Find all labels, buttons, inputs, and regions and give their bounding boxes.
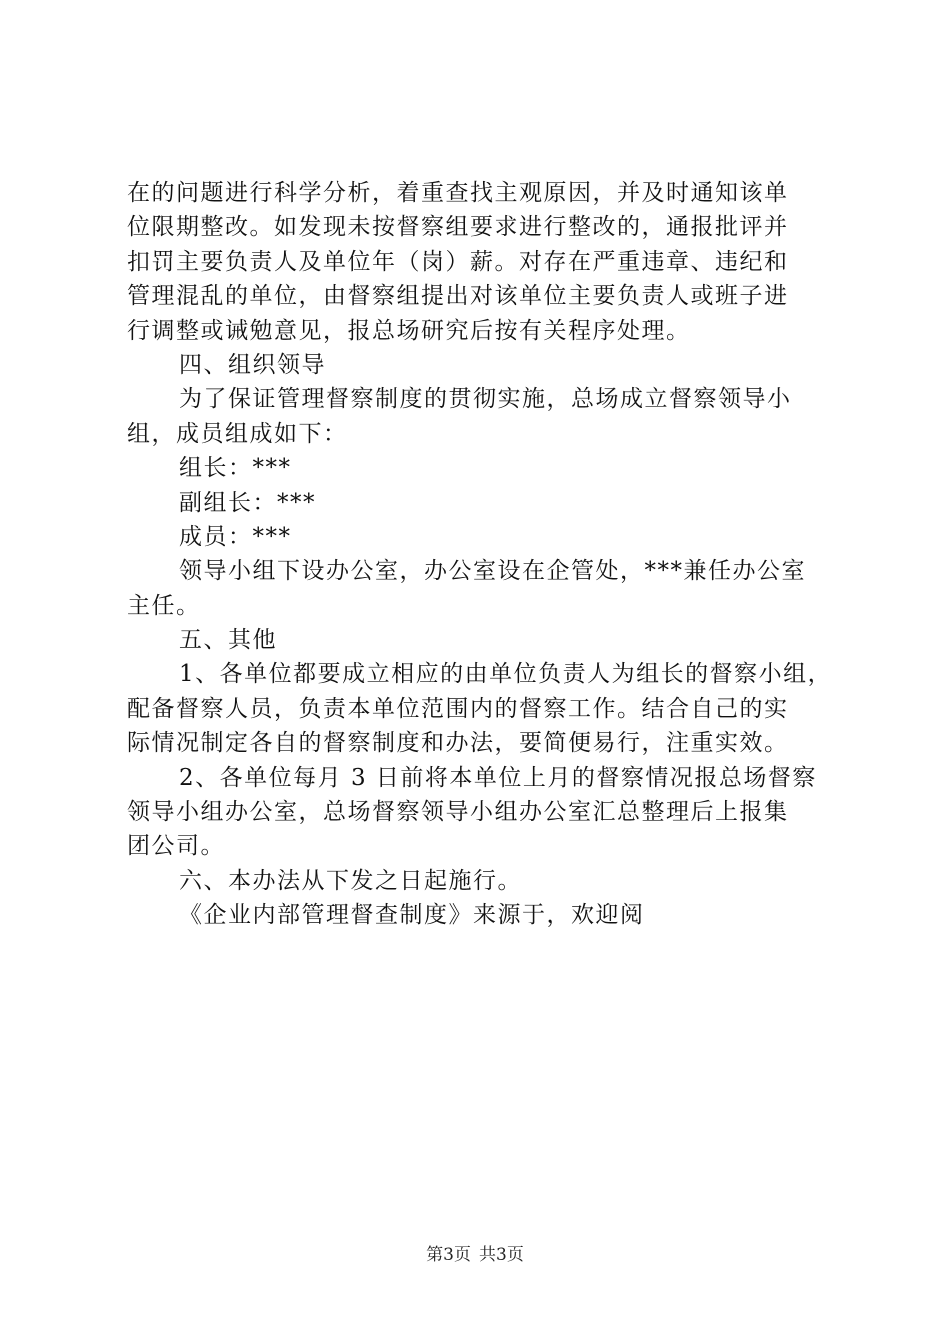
member-line: 副组长：*** xyxy=(179,489,316,516)
page-number: 第3页 xyxy=(426,1245,471,1265)
text-line: 2、各单位每月 3 日前将本单位上月的督察情况报总场督察 xyxy=(179,764,817,791)
document-body xyxy=(127,176,837,933)
member-line: 组长：*** xyxy=(179,455,292,482)
text-line: 领导小组下设办公室，办公室设在企管处，***兼任办公室 xyxy=(179,558,806,585)
text-line: 行调整或诫勉意见，报总场研究后按有关程序处理。 xyxy=(127,317,691,344)
text-line: 在的问题进行科学分析，着重查找主观原因，并及时通知该单 xyxy=(127,180,789,206)
page-total: 共3页 xyxy=(479,1245,524,1265)
member-line: 成员：*** xyxy=(179,523,292,550)
section-heading: 四、组织领导 xyxy=(179,351,326,378)
text-line: 主任。 xyxy=(127,592,201,619)
section-heading: 六、本办法从下发之日起施行。 xyxy=(179,867,522,894)
text-line: 《企业内部管理督查制度》来源于，欢迎阅 xyxy=(179,902,645,929)
page-footer xyxy=(0,1243,950,1267)
text-line: 1、各单位都要成立相应的由单位负责人为组长的督察小组， xyxy=(179,661,833,688)
text-line: 配备督察人员，负责本单位范围内的督察工作。结合自己的实 xyxy=(127,695,789,722)
text-line: 为了保证管理督察制度的贯彻实施，总场成立督察领导小 xyxy=(179,386,792,413)
text-line: 领导小组办公室，总场督察领导小组办公室汇总整理后上报集 xyxy=(127,799,789,826)
text-line: 团公司。 xyxy=(127,833,225,860)
text-line: 扣罚主要负责人及单位年（岗）薪。对存在严重违章、违纪和 xyxy=(127,248,789,275)
text-line: 组，成员组成如下： xyxy=(127,420,348,447)
text-line: 际情况制定各自的督察制度和办法，要简便易行，注重实效。 xyxy=(127,730,789,757)
text-line: 管理混乱的单位，由督察组提出对该单位主要负责人或班子进 xyxy=(127,283,789,310)
section-heading: 五、其他 xyxy=(179,627,277,654)
text-line: 位限期整改。如发现未按督察组要求进行整改的，通报批评并 xyxy=(127,214,789,241)
